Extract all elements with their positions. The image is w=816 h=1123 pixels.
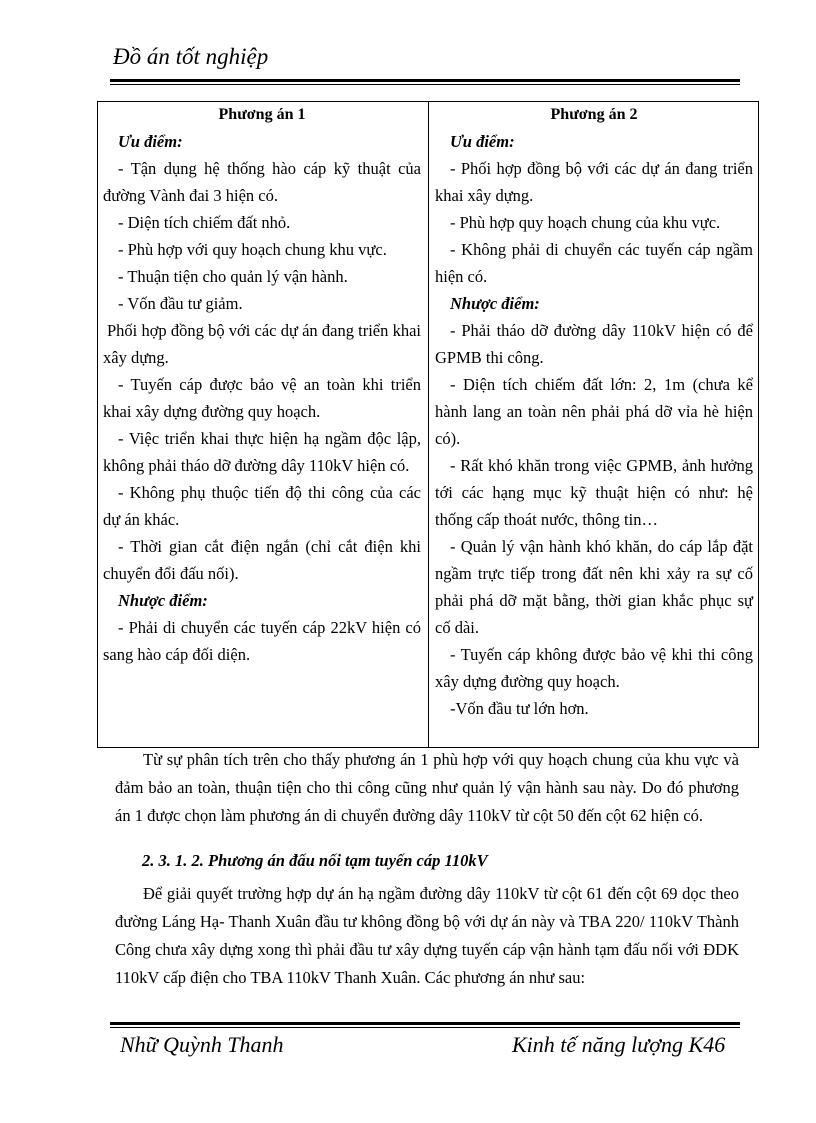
footer-class: Kinh tế năng lượng K46 [512, 1032, 726, 1057]
header-rule [110, 79, 740, 82]
option-2-disadvantage: - Phải tháo dỡ đường dây 110kV hiện có để GPMB thi công. [435, 321, 753, 367]
option-1-advantage: Phối hợp đồng bộ với các dự án đang triển khai xây dựng. [103, 321, 421, 367]
option-1-advantage: - Diện tích chiếm đất nhỏ. [118, 213, 291, 232]
option-2-disadvantages-label: Nhược điểm: [450, 294, 540, 313]
option-2-disadvantage: -Vốn đầu tư lớn hơn. [450, 699, 589, 718]
header-rule-thin [110, 84, 740, 85]
option-1-disadvantage: - Phải di chuyển các tuyến cáp 22kV hiện có sang hào cáp đối diện. [103, 618, 421, 664]
option-2-column [435, 102, 753, 722]
option-1-advantage: - Vốn đầu tư giảm. [118, 294, 243, 313]
footer-rule-thin [110, 1027, 740, 1028]
option-1-heading: Phương án 1 [218, 106, 306, 123]
option-2-advantage: - Phối hợp đồng bộ với các dự án đang triển khai xây dựng. [435, 159, 753, 205]
option-1-advantage: - Thuận tiện cho quản lý vận hành. [118, 267, 348, 286]
conclusion-paragraph: Từ sự phân tích trên cho thấy phương án 1 phù hợp với quy hoạch chung của khu vực và đảm bảo an toàn, thuận tiện cho thi công cũng như quản lý vận hành sau này. Do đó phương án 1 được chọn làm phương án di chuyển đường dây 110kV từ cột 50 đến cột 62 hiện có. [115, 750, 739, 825]
comparison-table [97, 101, 759, 748]
option-2-disadvantage: - Quản lý vận hành khó khăn, do cáp lắp đặt ngầm trực tiếp trong đất nên khi xảy ra sự cố phải phá dỡ mặt bằng, thời gian khắc phục sự cố dài. [435, 537, 753, 637]
option-1-advantage: - Tận dụng hệ thống hào cáp kỹ thuật của đường Vành đai 3 hiện có. [103, 159, 421, 205]
option-1-advantage: - Tuyến cáp được bảo vệ an toàn khi triển khai xây dựng đường quy hoạch. [103, 375, 421, 421]
option-2-disadvantage: - Tuyến cáp không được bảo vệ khi thi công xây dựng đường quy hoạch. [435, 645, 753, 691]
option-1-advantage: - Thời gian cắt điện ngắn (chỉ cắt điện khi chuyển đổi đấu nối). [103, 537, 421, 583]
column-divider [428, 102, 429, 747]
option-1-advantage: - Phù hợp với quy hoạch chung khu vực. [118, 240, 387, 259]
section-heading: 2. 3. 1. 2. Phương án đấu nối tạm tuyến cáp 110kV [142, 851, 488, 870]
option-2-disadvantage: - Rất khó khăn trong việc GPMB, ảnh hưởng tới các hạng mục kỹ thuật hiện có như: hệ thống cấp thoát nước, thông tin… [435, 456, 753, 529]
option-2-advantage: - Phù hợp quy hoạch chung của khu vực. [450, 213, 721, 232]
footer-author: Nhữ Quỳnh Thanh [120, 1032, 284, 1057]
option-2-advantage: - Không phải di chuyển các tuyến cáp ngầm hiện có. [435, 240, 753, 286]
option-1-advantages-label: Ưu điểm: [118, 132, 183, 151]
option-1-advantage: - Việc triển khai thực hiện hạ ngầm độc lập, không phải tháo dỡ đường dây 110kV hiện có. [103, 429, 421, 475]
option-2-disadvantage: - Diện tích chiếm đất lớn: 2, 1m (chưa kể hành lang an toàn nên phải phá dỡ vỉa hè hiện có). [435, 375, 753, 448]
option-1-disadvantages-label: Nhược điểm: [118, 591, 208, 610]
option-1-column [103, 102, 421, 668]
header-title: Đồ án tốt nghiệp [113, 44, 269, 69]
option-1-advantage: - Không phụ thuộc tiến độ thi công của các dự án khác. [103, 483, 421, 529]
option-2-heading: Phương án 2 [550, 106, 638, 123]
option-2-advantages-label: Ưu điểm: [450, 132, 515, 151]
body-paragraph: Để giải quyết trường hợp dự án hạ ngầm đường dây 110kV từ cột 61 đến cột 69 dọc theo đường Láng Hạ- Thanh Xuân đầu tư không đồng bộ với dự án này và TBA 220/ 110kV Thành Công chưa xây dựng xong thì phải đầu tư xây dựng tuyến cáp vận hành tạm đấu nối với ĐDK 110kV cấp điện cho TBA 110kV Thanh Xuân. Các phương án như sau: [115, 884, 739, 987]
footer-rule [110, 1022, 740, 1025]
